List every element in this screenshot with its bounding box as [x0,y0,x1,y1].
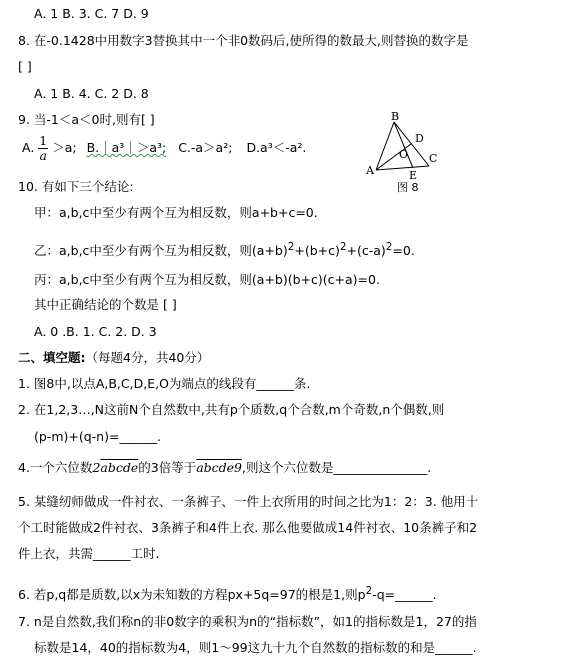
q7-options: A. 1 B. 3. C. 7 D. 9 [34,6,149,21]
q10-options: A. 0 .B. 1. C. 2. D. 3 [34,324,157,339]
q10-statement-jia: 甲：a,b,c中至少有两个互为相反数，则a+b+c=0. [34,205,318,220]
q4-tail: ,则这个六位数是_______________. [242,460,432,475]
q9-stem: 9. 当-1＜a＜0时,则有[ ] [18,112,155,127]
section-2-heading [18,349,209,367]
label-c: C [429,152,438,165]
q4-middle: 的3倍等于 [138,460,197,475]
label-b: B [391,110,400,123]
q4-number-1-overline: abcde [100,460,139,475]
fill-question-6 [18,582,437,604]
fill-question-5-line-1: 5. 某缝纫师做成一件衬衣、一条裤子、一件上衣所用的时间之比为1：2：3. 他用十 [18,494,479,509]
yi-part-2: +(b+c) [294,243,340,259]
q9-option-a-label: A. [22,140,35,155]
q8-options: A. 1 B. 4. C. 2 D. 8 [34,86,149,101]
q9-option-c: C.-a＞a²; [178,140,233,155]
label-e: E [409,169,418,182]
yi-exponent-3: 2 [385,241,393,253]
section-2-title: 二、填空题: [18,350,86,365]
label-a: A [366,164,374,177]
yi-part-3: +(c-a) [346,243,386,259]
q9-option-a-tail: ＞a; [52,140,77,155]
yi-part-1: 乙：a,b,c中至少有两个互为相反数，则(a+b) [34,243,288,259]
q6-tail: -q=______. [372,587,437,603]
label-d: D [415,132,424,145]
fill-question-7-line-1: 7. n是自然数,我们称n的非0数字的乘积为n的“指标数”，如1的指标数是1，27的指 [18,614,477,629]
q4-number-1-digit: 2 [92,460,101,475]
fill-question-2-line-2: (p-m)+(q-n)=______. [34,429,161,444]
fill-question-5-line-3: 件上衣，共需______工时. [18,546,160,561]
q4-prefix: 4.一个六位数 [18,460,93,475]
fraction-numerator: 1 [39,133,48,148]
q9-option-a-fraction [38,134,48,163]
q10-count: 其中正确结论的个数是 [ ] [34,297,177,312]
fill-question-4 [18,459,431,477]
q9-option-b: B.｜a³｜＞a³; [86,140,167,155]
section-2-note: （每题4分，共40分） [85,350,210,365]
q8-bracket: [ ] [18,59,32,74]
yi-exponent-2: 2 [339,241,347,253]
label-o: O [399,148,409,161]
q9-options [22,134,306,163]
q10-statement-bing: 丙：a,b,c中至少有两个互为相反数，则(a+b)(b+c)(c+a)=0. [34,272,380,287]
fill-question-1: 1. 图8中,以点A,B,C,D,E,O为端点的线段有______条. [18,376,311,391]
yi-exponent-1: 2 [287,241,295,253]
q4-number-2-overline: abcde9 [196,460,243,475]
q6-exponent: 2 [365,585,373,597]
yi-part-4: =0. [392,243,415,259]
q8-stem: 8. 在-0.1428中用数字3替换其中一个非0数码后,使所得的数最大,则替换的数字是 [18,33,469,48]
fill-question-2-line-1: 2. 在1,2,3…,N这前N个自然数中,共有p个质数,q个合数,m个奇数,n个偶数,则 [18,402,445,417]
q9-option-d: D.a³＜-a². [246,140,307,155]
triangle-figure [363,108,453,194]
figure-caption: 图 8 [397,181,419,194]
fill-question-5-line-2: 个工时能做成2件衬衣、3条裤子和4件上衣. 那么他要做成14件衬衣、10条裤子和2 [18,520,478,535]
q6-prefix: 6. 若p,q都是质数,以x为未知数的方程px+5q=97的根是1,则p [18,587,366,603]
q10-statement-yi [34,238,415,260]
fill-question-7-line-2: 标数是14，40的指标数为4，则1～99这九十九个自然数的指标数的和是______. [34,640,477,655]
segment-ac [376,166,429,170]
q10-stem: 10. 有如下三个结论: [18,179,134,194]
fraction-denominator: a [39,148,47,163]
